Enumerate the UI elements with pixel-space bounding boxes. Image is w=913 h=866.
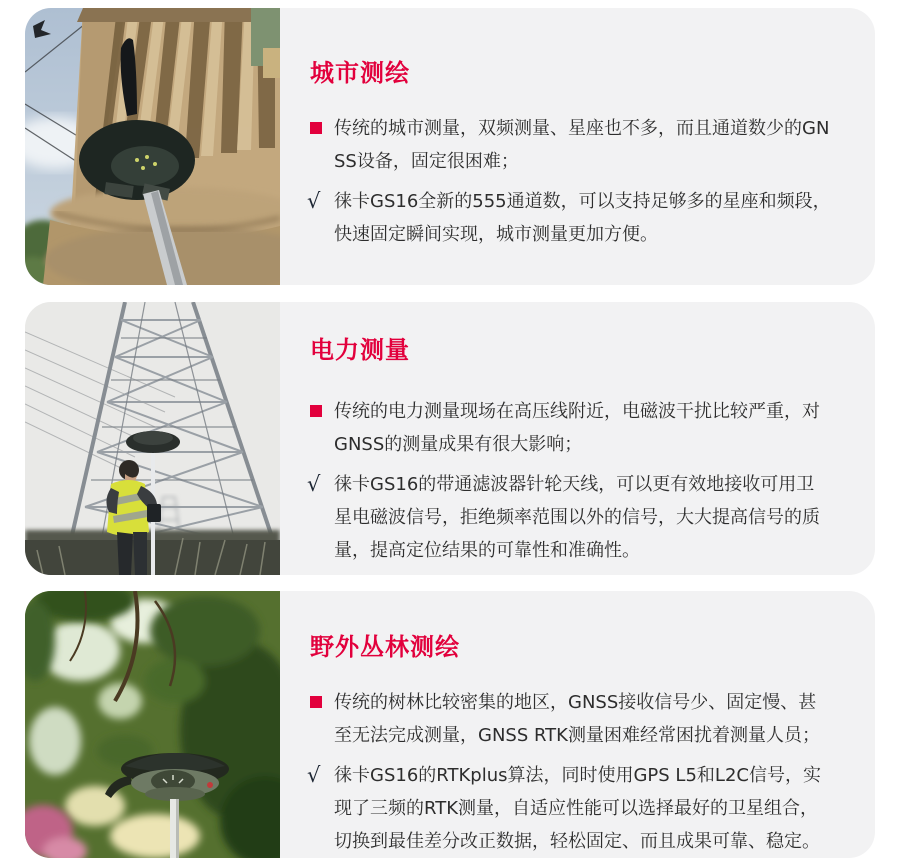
check-text: 徕卡GS16的带通滤波器针轮天线，可以更有效地接收可用卫星电磁波信号，拒绝频率范围以外的信号，大大提高信号的质量，提高定位结果的可靠性和准确性。 [334, 474, 820, 561]
check-text: 徕卡GS16全新的555通道数，可以支持足够多的星座和频段，快速固定瞬间实现，城市测量更加方便。 [334, 191, 831, 245]
brochure-page [0, 8, 913, 866]
bullet-point [310, 395, 861, 461]
check-point [307, 468, 861, 567]
photo-power-survey [25, 302, 280, 575]
checkmark-icon: √ [307, 763, 321, 787]
check-point [307, 185, 861, 251]
bullet-point [310, 112, 861, 178]
section-title: 电力测量 [310, 336, 410, 364]
section-content-jungle [280, 591, 875, 858]
bullet-square-icon [310, 122, 322, 134]
section-card-jungle [25, 591, 875, 858]
photo-urban-survey [25, 8, 280, 285]
bullet-text: 传统的城市测量，双频测量、星座也不多，而且通道数少的GNSS设备，固定很困难； [334, 118, 830, 172]
checkmark-icon: √ [307, 472, 321, 496]
bullet-text: 传统的树林比较密集的地区，GNSS接收信号少、固定慢、甚至无法完成测量，GNSS RTK测量困难经常困扰着测量人员； [334, 692, 820, 746]
urban-photo-illustration [25, 8, 280, 285]
section-title: 城市测绘 [310, 59, 410, 87]
section-content-urban [280, 8, 875, 285]
section-card-power [25, 302, 875, 575]
check-point [307, 759, 861, 858]
bullet-square-icon [310, 405, 322, 417]
section-content-power [280, 302, 875, 575]
power-photo-illustration [25, 302, 280, 575]
bullet-text: 传统的电力测量现场在高压线附近，电磁波干扰比较严重，对GNSS的测量成果有很大影响； [334, 401, 820, 455]
checkmark-icon: √ [307, 189, 321, 213]
section-title: 野外丛林测绘 [310, 633, 460, 661]
bullet-square-icon [310, 696, 322, 708]
check-text: 徕卡GS16的RTKplus算法，同时使用GPS L5和L2C信号，实现了三频的RTK测量，自适应性能可以选择最好的卫星组合，切换到最佳差分改正数据，轻松固定、而且成果可靠、稳定。 [334, 765, 821, 852]
photo-jungle-survey [25, 591, 280, 858]
section-card-urban [25, 8, 875, 285]
jungle-photo-illustration [25, 591, 280, 858]
bullet-point [310, 686, 861, 752]
